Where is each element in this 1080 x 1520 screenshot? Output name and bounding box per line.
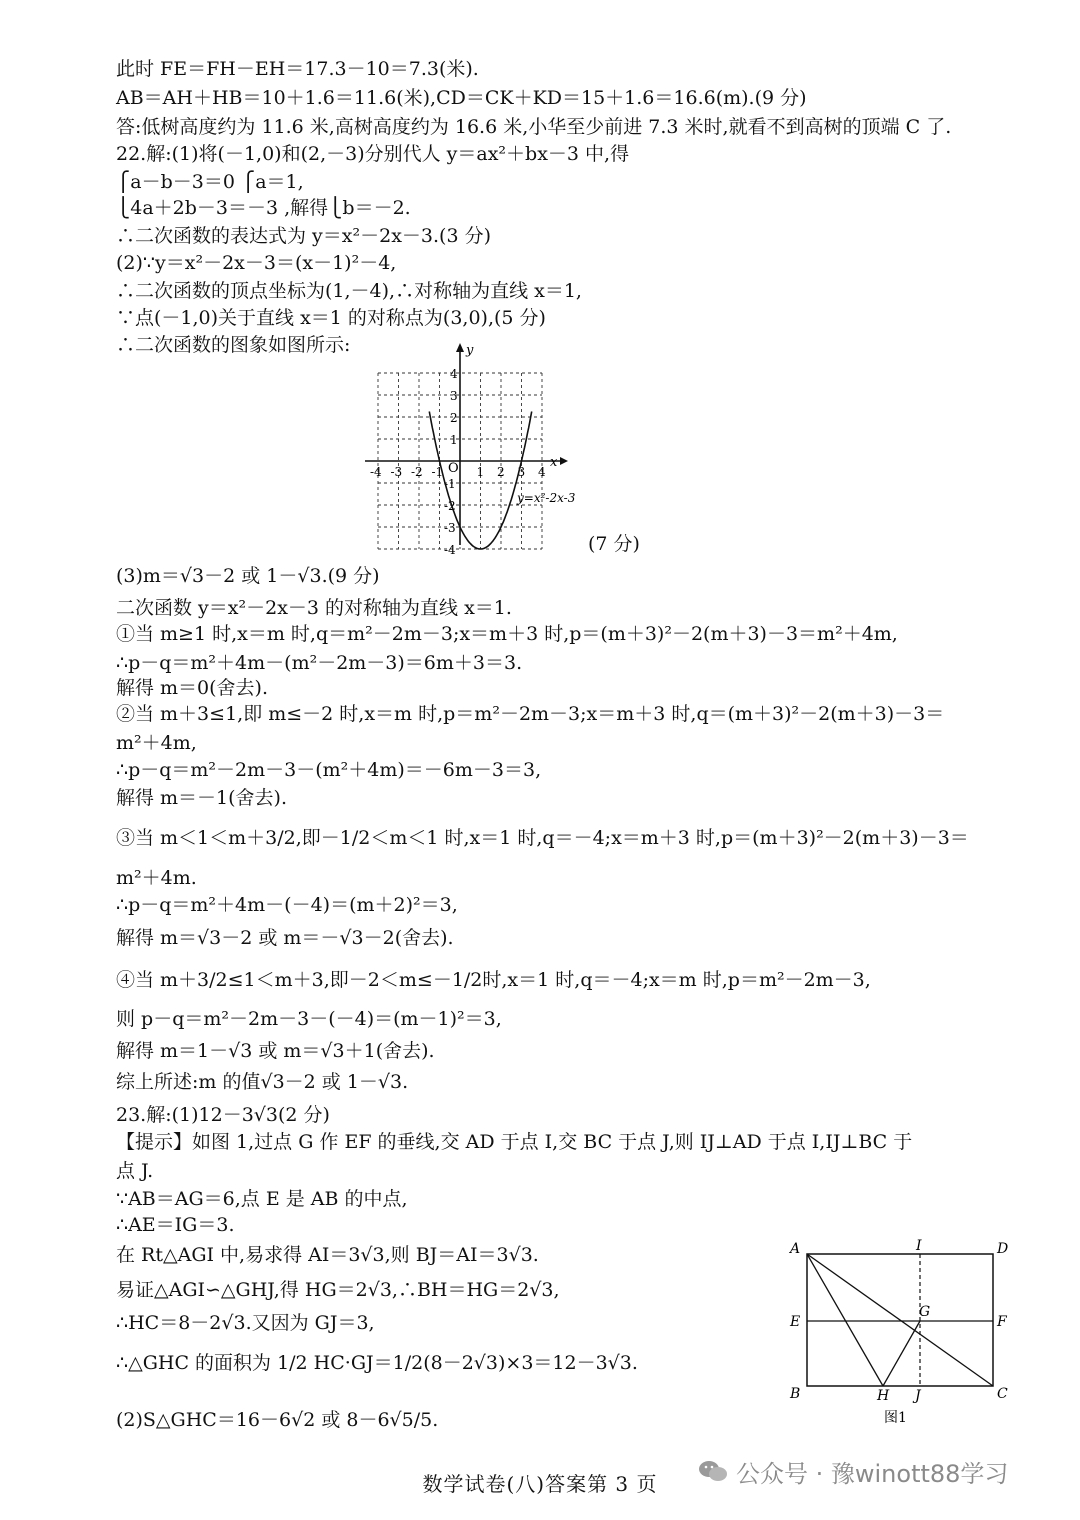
x-axis-label: x	[550, 455, 558, 470]
x-axis-arrow	[560, 457, 568, 465]
y-tick-label: 1	[450, 433, 458, 447]
line-22: m²＋4m.	[116, 867, 197, 889]
line-6: ⎩4a＋2b－3＝－3 ,解得⎩b＝－2.	[116, 197, 411, 219]
curve-label: y=x²-2x-3	[517, 491, 576, 505]
line-11: ∴二次函数的图象如图所示:	[116, 334, 351, 356]
figure-1-caption: 图1	[884, 1410, 907, 1426]
line-16: 解得 m＝0(舍去).	[116, 677, 269, 699]
x-tick-label: 1	[476, 465, 485, 479]
line-33: ∴AE＝IG＝3.	[116, 1214, 235, 1236]
parabola-graph	[360, 340, 640, 555]
line-36: ∴HC＝8－2√3.又因为 GJ＝3,	[116, 1312, 375, 1334]
x-tick-label: 4	[538, 465, 546, 479]
x-tick-label: -2	[411, 465, 423, 479]
line-3: 答:低树高度约为 11.6 米,高树高度约为 16.6 米,小华至少前进 7.3 米时,就看不到高树的顶端 C 了.	[116, 116, 952, 138]
x-tick-label: 3	[517, 465, 526, 479]
point-C: C	[997, 1386, 1008, 1402]
line-15: ∴p－q＝m²＋4m－(m²－2m－3)＝6m＋3＝3.	[116, 652, 523, 674]
line-9: ∴二次函数的顶点坐标为(1,－4),∴对称轴为直线 x＝1,	[116, 280, 582, 302]
point-E: E	[790, 1314, 801, 1330]
y-tick-label: -2	[444, 499, 456, 513]
line-2: AB＝AH＋HB＝10＋1.6＝11.6(米),CD＝CK＋KD＝15＋1.6＝16.6(m).(9 分)	[116, 87, 807, 109]
line-35: 易证△AGI∽△GHJ,得 HG＝2√3,∴BH＝HG＝2√3,	[116, 1279, 560, 1301]
line-21: ③当 m＜1＜m＋3/2,即－1/2＜m＜1 时,x＝1 时,q＝－4;x＝m＋3 时,p＝(m＋3)²－2(m＋3)－3＝	[116, 827, 969, 849]
page-footer: 数学试卷(八)答案第 3 页	[422, 1472, 658, 1496]
line-29: 23.解:(1)12－3√3(2 分)	[116, 1104, 330, 1126]
line-12: (3)m＝√3－2 或 1－√3.(9 分)	[116, 565, 380, 587]
point-H: H	[877, 1388, 890, 1404]
y-tick-label: -3	[444, 521, 456, 535]
x-tick-label: -4	[370, 465, 382, 479]
line-1: 此时 FE＝FH－EH＝17.3－10＝7.3(米).	[116, 58, 479, 80]
point-F: F	[997, 1314, 1007, 1330]
y-tick-label: -1	[444, 477, 456, 491]
line-4: 22.解:(1)将(－1,0)和(2,－3)分别代人 y＝ax²＋bx－3 中,得	[116, 143, 630, 165]
y-tick-label: -4	[444, 543, 456, 555]
line-30: 【提示】如图 1,过点 G 作 EF 的垂线,交 AD 于点 I,交 BC 于点 J,则 IJ⊥AD 于点 I,IJ⊥BC 于	[116, 1131, 913, 1153]
segment-AC	[807, 1254, 993, 1386]
segment-HG	[883, 1321, 920, 1386]
line-10: ∵点(－1,0)关于直线 x＝1 的对称点为(3,0),(5 分)	[116, 307, 546, 329]
line-25: ④当 m＋3/2≤1＜m＋3,即－2＜m≤－1/2时,x＝1 时,q＝－4;x＝m 时,p＝m²－2m－3,	[116, 969, 871, 991]
origin-label: O	[448, 461, 459, 476]
y-axis-label: y	[466, 343, 474, 358]
graph-score: (7 分)	[588, 533, 640, 555]
line-28: 综上所述:m 的值√3－2 或 1－√3.	[116, 1071, 409, 1093]
watermark-text: 公众号 · 豫winott88学习	[736, 1459, 1009, 1488]
segment-AH	[807, 1254, 883, 1386]
line-14: ①当 m≥1 时,x＝m 时,q＝m²－2m－3;x＝m＋3 时,p＝(m＋3)²－2(m＋3)－3＝m²＋4m,	[116, 623, 898, 645]
point-J: J	[915, 1388, 921, 1404]
point-A: A	[790, 1241, 801, 1257]
line-27: 解得 m＝1－√3 或 m＝√3＋1(舍去).	[116, 1040, 435, 1062]
line-34: 在 Rt△AGI 中,易求得 AI＝3√3,则 BJ＝AI＝3√3.	[116, 1244, 539, 1266]
line-31: 点 J.	[116, 1160, 154, 1182]
x-tick-label: -1	[431, 465, 444, 479]
line-23: ∴p－q＝m²＋4m－(－4)＝(m＋2)²＝3,	[116, 894, 458, 916]
y-axis-arrow	[456, 343, 464, 352]
line-8: (2)∵y＝x²－2x－3＝(x－1)²－4,	[116, 252, 397, 274]
point-G: G	[919, 1304, 931, 1320]
line-38: (2)S△GHC＝16－6√2 或 8－6√5/5.	[116, 1409, 439, 1431]
line-13: 二次函数 y＝x²－2x－3 的对称轴为直线 x＝1.	[116, 597, 512, 619]
x-tick-label: -3	[390, 465, 403, 479]
line-5: ⎧a－b－3＝0 ⎧a＝1,	[116, 171, 304, 193]
point-D: D	[997, 1241, 1009, 1257]
y-tick-label: 3	[450, 389, 458, 403]
line-37: ∴△GHC 的面积为 1/2 HC·GJ＝1/2(8－2√3)×3＝12－3√3.	[116, 1352, 638, 1374]
line-17: ②当 m＋3≤1,即 m≤－2 时,x＝m 时,p＝m²－2m－3;x＝m＋3 时,q＝(m＋3)²－2(m＋3)－3＝	[116, 703, 945, 725]
figure-1-rectangle	[780, 1236, 1016, 1432]
x-tick-label: 2	[497, 465, 505, 479]
line-7: ∴二次函数的表达式为 y＝x²－2x－3.(3 分)	[116, 225, 491, 247]
line-19: ∴p－q＝m²－2m－3－(m²＋4m)＝－6m－3＝3,	[116, 759, 542, 781]
line-24: 解得 m＝√3－2 或 m＝－√3－2(舍去).	[116, 927, 454, 949]
line-20: 解得 m＝－1(舍去).	[116, 787, 288, 809]
y-tick-label: 2	[450, 411, 458, 425]
point-I: I	[916, 1238, 922, 1254]
line-32: ∵AB＝AG＝6,点 E 是 AB 的中点,	[116, 1188, 408, 1210]
point-B: B	[790, 1386, 801, 1402]
y-tick-label: 4	[450, 367, 458, 381]
line-18: m²＋4m,	[116, 732, 197, 754]
line-26: 则 p－q＝m²－2m－3－(－4)＝(m－1)²＝3,	[116, 1008, 502, 1030]
